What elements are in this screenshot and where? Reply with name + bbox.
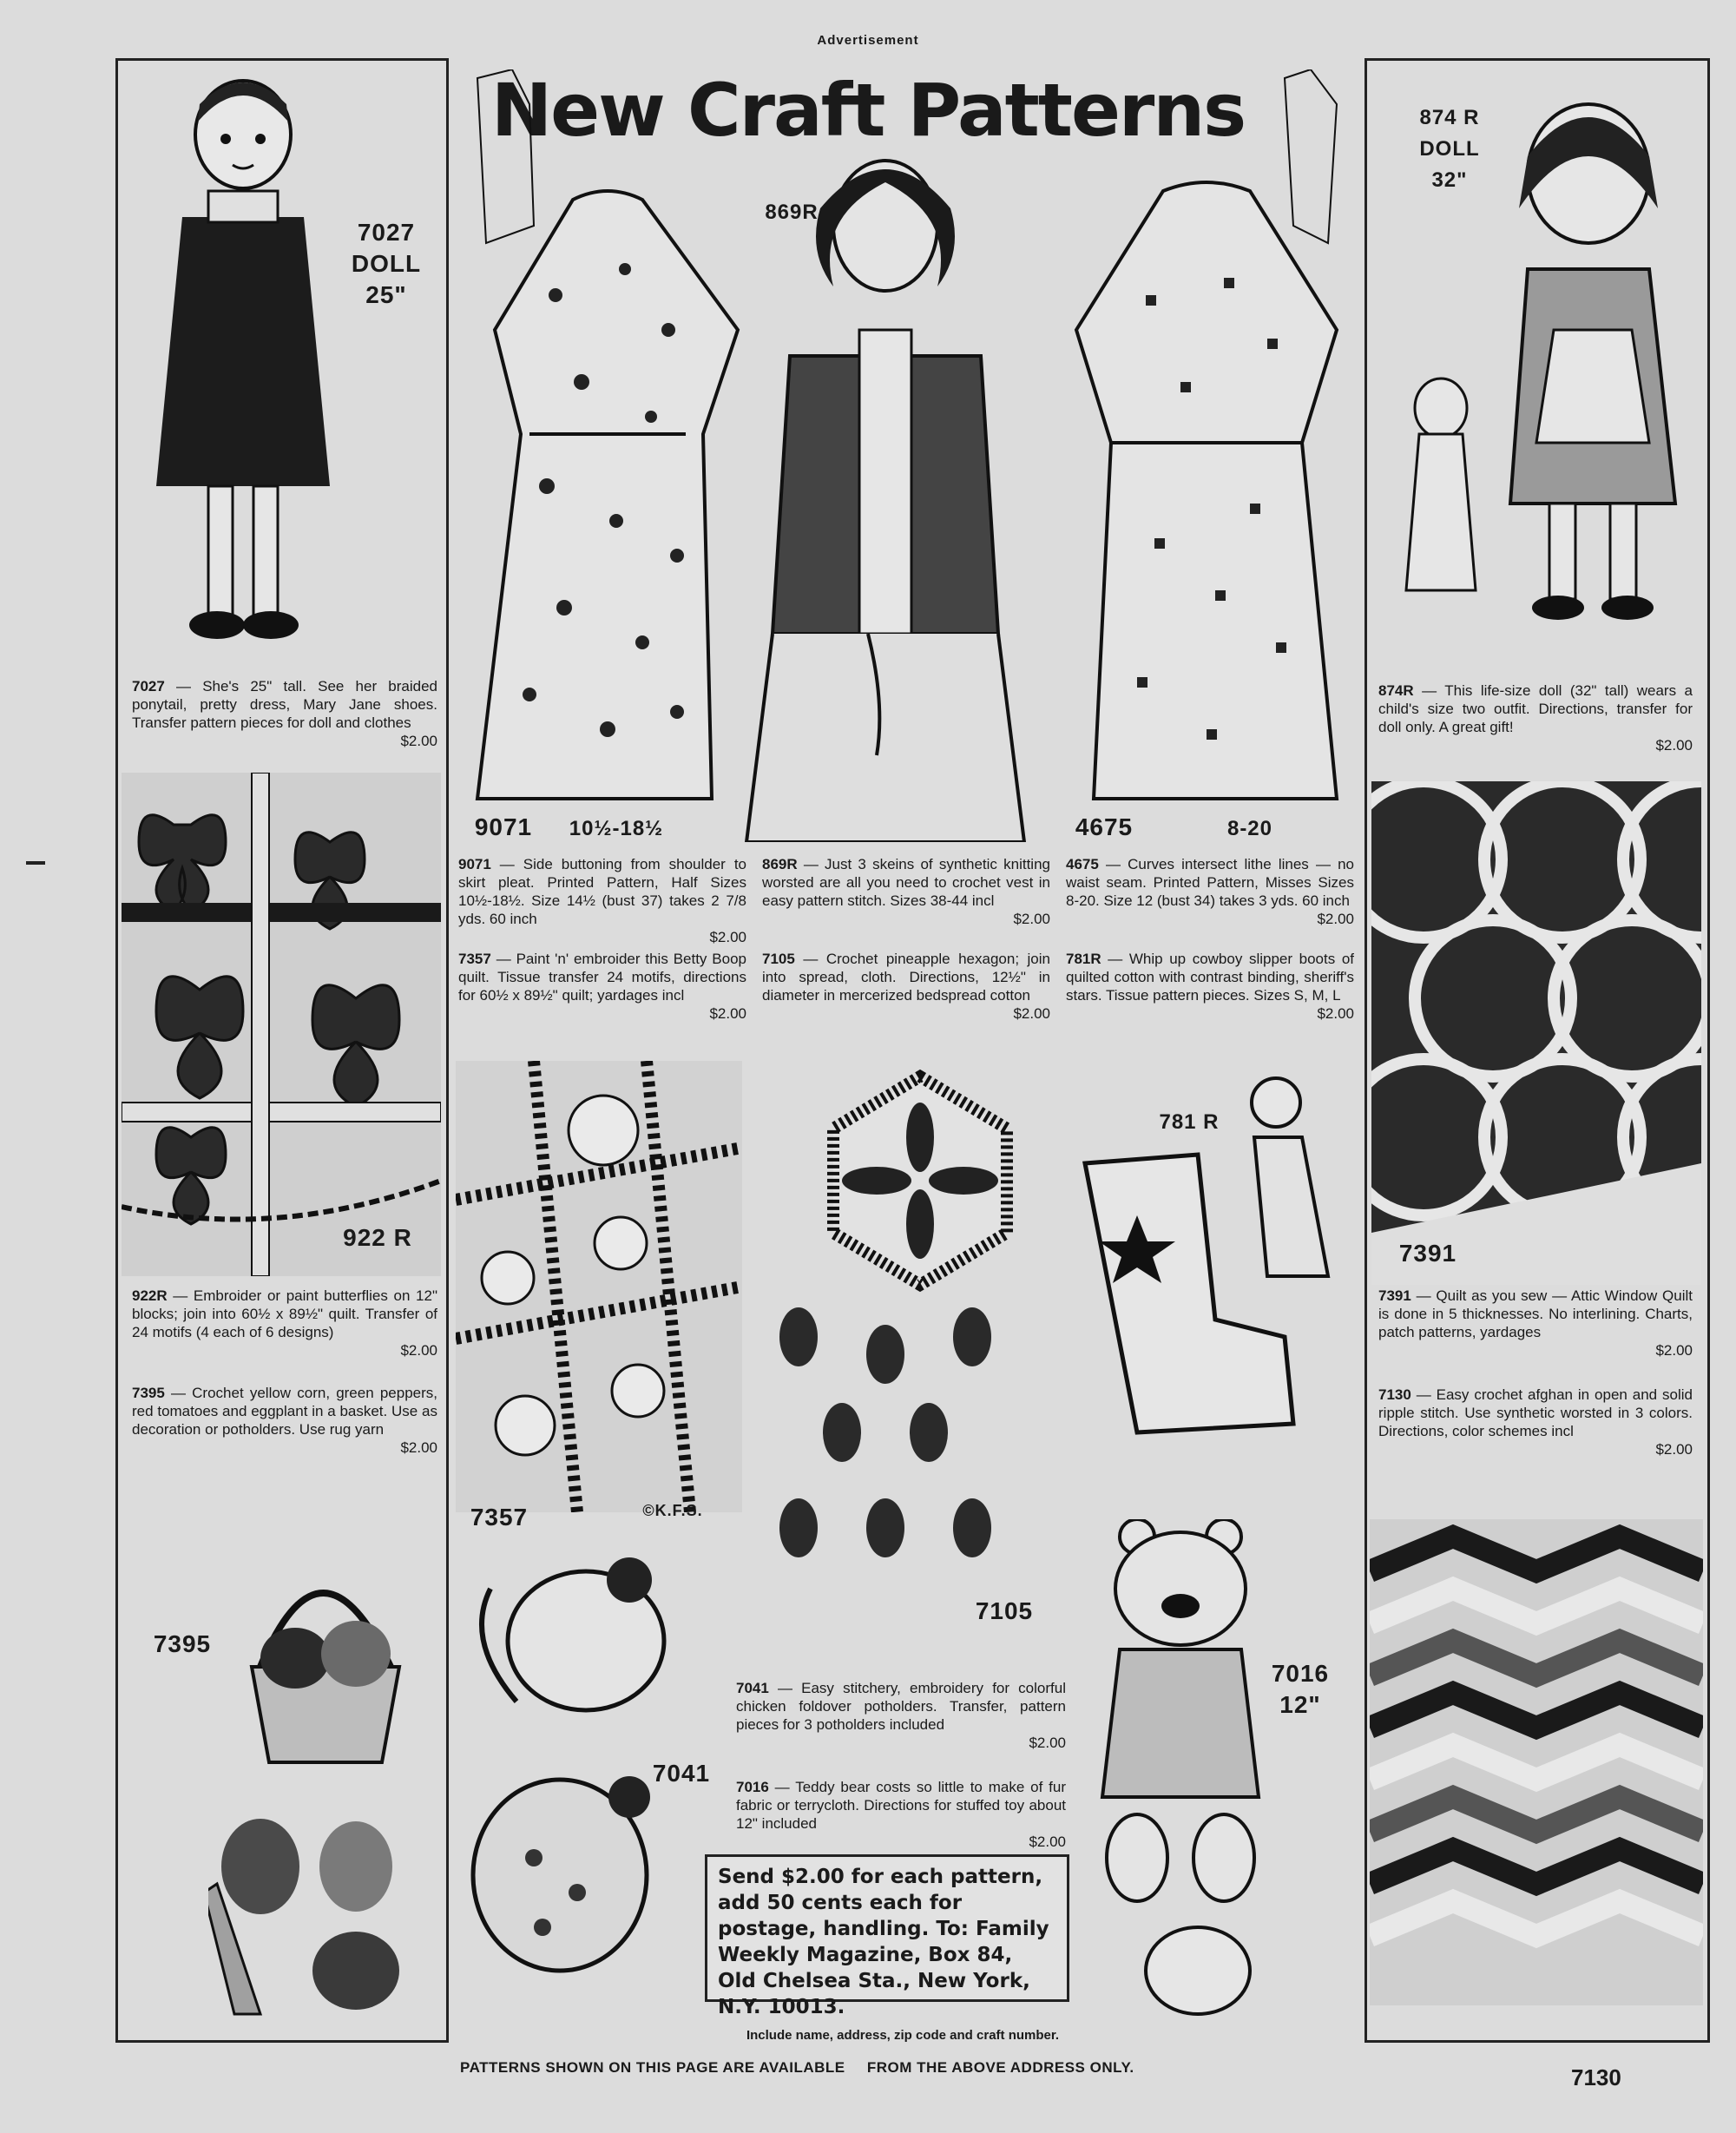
description-869r: 869R — Just 3 skeins of synthetic knitting worsted are all you need to crochet vest in easy pattern stitch. Sizes 38-44 incl $2.00 [762,856,1050,927]
pattern-price: $2.00 [1655,1342,1693,1359]
doll-874r-illustration [1380,69,1701,642]
margin-mark [26,861,45,865]
pattern-price: $2.00 [709,1005,746,1022]
pattern-label-7395: 7395 [153,1630,212,1657]
teddy-bear-illustration [1068,1519,1285,2023]
pattern-text: This life-size doll (32" tall) wears a child's size two outfit. Directions, transfer for doll only. A great gift! [1378,682,1693,735]
copyright-kfs: ©K.F.S. [642,1502,703,1519]
pattern-text: Curves intersect lithe lines — no waist seam. Printed Pattern, Misses Sizes 8-20. Size 12 (bust 34) takes 3 yds. 60 inch [1066,856,1354,909]
description-7105: 7105 — Crochet pineapple hexagon; join into spread, cloth. Directions, 12½" in diameter in mercerized bedspread cotton $2.00 [762,951,1050,1022]
description-7027: 7027 — She's 25" tall. See her braided ponytail, pretty dress, Mary Jane shoes. Transfer pattern pieces for doll and clothes $2.00 [132,678,437,749]
pattern-code: 781R [1066,951,1101,967]
pattern-text: Embroider or paint butterflies on 12" blocks; join into 60½ x 89½" quilt. Transfer of 24 motifs (4 each of 6 designs) [132,1287,437,1340]
pattern-price: $2.00 [1317,911,1354,927]
pattern-price: $2.00 [400,1439,437,1456]
pattern-text: Side buttoning from shoulder to skirt pleat. Printed Pattern, Half Sizes 10½-18½. Size 14½ (bust 37) takes 2 7/8 yds. 60 inch [458,856,746,927]
pattern-code: 4675 [1066,856,1099,872]
pattern-label-874r: 874 R DOLL 32" [1419,106,1480,192]
pineapple-hexagon-illustration [746,1059,1050,1615]
pattern-code: 7016 [736,1779,769,1795]
pattern-text: Whip up cowboy slipper boots of quilted cotton with contrast binding, sheriff's stars. Tissue pattern pieces. Sizes S, M, L [1066,951,1354,1004]
pattern-text: Crochet pineapple hexagon; join into spread, cloth. Directions, 12½" in diameter in mercerized bedspread cotton [762,951,1050,1004]
pattern-text: Crochet yellow corn, green peppers, red tomatoes and eggplant in a basket. Use as decoration or potholders. Use rug yarn [132,1385,437,1438]
availability-part-2: FROM THE ABOVE ADDRESS ONLY. [866,2059,1134,2076]
pattern-price: $2.00 [400,1342,437,1359]
description-7357: 7357 — Paint 'n' embroider this Betty Boop quilt. Tissue transfer 24 motifs, directions for 60½ x 89½" quilt; yardages incl $2.00 [458,951,746,1022]
pattern-code: 922R [132,1287,168,1304]
pattern-label-781r: 781 R [1159,1110,1220,1134]
pattern-label-922r: 922 R [343,1224,412,1251]
pattern-code: 7130 [1378,1386,1411,1403]
pattern-code: 9071 [458,856,491,872]
dress-9071-illustration [451,69,764,807]
description-7391: 7391 — Quilt as you sew — Attic Window Quilt is done in 5 thicknesses. No interlining. Charts, patch patterns, yardages $2.00 [1378,1287,1693,1359]
pattern-label-7016: 7016 12" [1271,1660,1330,1718]
pattern-label-7041: 7041 [652,1760,711,1787]
pattern-text: She's 25" tall. See her braided ponytail, pretty dress, Mary Jane shoes. Transfer pattern pieces for doll and clothes [132,678,437,731]
pattern-text: Quilt as you sew — Attic Window Quilt is done in 5 thicknesses. No interlining. Charts, patch patterns, yardages [1378,1287,1693,1340]
pattern-label-7130: 7130 [1571,2064,1621,2090]
description-7016: 7016 — Teddy bear costs so little to make of fur fabric or terrycloth. Directions for stuffed toy about 12" included $2.00 [736,1779,1066,1850]
description-922r: 922R — Embroider or paint butterflies on 12" blocks; join into 60½ x 89½" quilt. Transfer of 24 motifs (4 each of 6 designs) $2.00 [132,1287,437,1359]
pattern-text: Just 3 skeins of synthetic knitting worsted are all you need to crochet vest in easy pattern stitch. Sizes 38-44 incl [762,856,1050,909]
butterfly-quilt-illustration [122,773,441,1276]
pattern-code: 869R [762,856,798,872]
pattern-code: 7391 [1378,1287,1411,1304]
pattern-text: Easy crochet afghan in open and solid ripple stitch. Use synthetic worsted in 3 colors. Directions, color schemes incl [1378,1386,1693,1439]
vegetable-basket-illustration [208,1502,434,2023]
description-7395: 7395 — Crochet yellow corn, green peppers, red tomatoes and eggplant in a basket. Use as decoration or potholders. Use rug yarn $2.00 [132,1385,437,1456]
advertisement-label: Advertisement [817,33,919,48]
pattern-text: Paint 'n' embroider this Betty Boop quilt. Tissue transfer 24 motifs, directions for 60½ x 89½" quilt; yardages incl [458,951,746,1004]
pattern-code: 7395 [132,1385,165,1401]
pattern-price: $2.00 [709,929,746,945]
availability-part-1: PATTERNS SHOWN ON THIS PAGE ARE AVAILABLE [460,2059,845,2076]
pattern-sizes-9071: 10½-18½ [569,817,664,840]
pattern-text: Easy stitchery, embroidery for colorful chicken foldover potholders. Transfer, pattern pieces for 3 potholders included [736,1680,1066,1733]
pattern-label-4675: 4675 [1075,813,1134,840]
betty-boop-quilt-illustration [456,1061,742,1512]
pattern-label-7105: 7105 [975,1597,1034,1624]
include-note: Include name, address, zip code and craft number. [746,2028,1060,2043]
pattern-label-7027: 7027 DOLL 25" [351,219,422,308]
pattern-price: $2.00 [1013,911,1050,927]
description-4675: 4675 — Curves intersect lithe lines — no waist seam. Printed Pattern, Misses Sizes 8-20. Size 12 (bust 34) takes 3 yds. 60 inch $2.00 [1066,856,1354,927]
pattern-sizes-4675: 8-20 [1226,817,1273,840]
attic-window-quilt-illustration [1371,781,1701,1285]
pattern-price: $2.00 [1013,1005,1050,1022]
page-title: New Craft Patterns [490,68,1246,153]
pattern-text: Teddy bear costs so little to make of fur fabric or terrycloth. Directions for stuffed toy about 12" included [736,1779,1066,1832]
vest-869r-illustration [738,148,1033,842]
pattern-price: $2.00 [400,733,437,749]
pattern-price: $2.00 [1029,1735,1066,1751]
description-781r: 781R — Whip up cowboy slipper boots of quilted cotton with contrast binding, sheriff's stars. Tissue pattern pieces. Sizes S, M, L $2.00 [1066,951,1354,1022]
pattern-label-7391: 7391 [1398,1240,1457,1267]
dress-4675-illustration [1050,69,1363,807]
description-7130: 7130 — Easy crochet afghan in open and solid ripple stitch. Use synthetic worsted in 3 colors. Directions, color schemes incl $2.00 [1378,1386,1693,1458]
pattern-price: $2.00 [1029,1833,1066,1850]
pattern-price: $2.00 [1655,1441,1693,1458]
doll-7027-illustration [148,69,339,677]
pattern-code: 7041 [736,1680,769,1696]
pattern-price: $2.00 [1317,1005,1354,1022]
description-7041: 7041 — Easy stitchery, embroidery for colorful chicken foldover potholders. Transfer, pattern pieces for 3 potholders included $2.00 [736,1680,1066,1751]
pattern-code: 7027 [132,678,165,695]
pattern-code: 7105 [762,951,795,967]
ripple-afghan-illustration [1370,1519,1703,2005]
pattern-price: $2.00 [1655,737,1693,754]
description-874r: 874R — This life-size doll (32" tall) wears a child's size two outfit. Directions, transfer for doll only. A great gift! $2.00 [1378,682,1693,754]
pattern-label-9071: 9071 [474,813,533,840]
order-instructions-box: Send $2.00 for each pattern, add 50 cents each for postage, handling. To: Family Weekly Magazine, Box 84, Old Chelsea Sta., New York, N.Y. 10013. [705,1854,1069,2002]
description-9071: 9071 — Side buttoning from shoulder to skirt pleat. Printed Pattern, Half Sizes 10½-18½. Size 14½ (bust 37) takes 2 7/8 yds. 60 inch $2.00 [458,856,746,945]
pattern-label-869r: 869R [765,201,819,224]
chicken-potholders-illustration [456,1528,673,2014]
pattern-label-7357: 7357 [470,1504,529,1531]
pattern-code: 874R [1378,682,1414,699]
availability-note [460,2059,1354,2077]
pattern-code: 7357 [458,951,491,967]
